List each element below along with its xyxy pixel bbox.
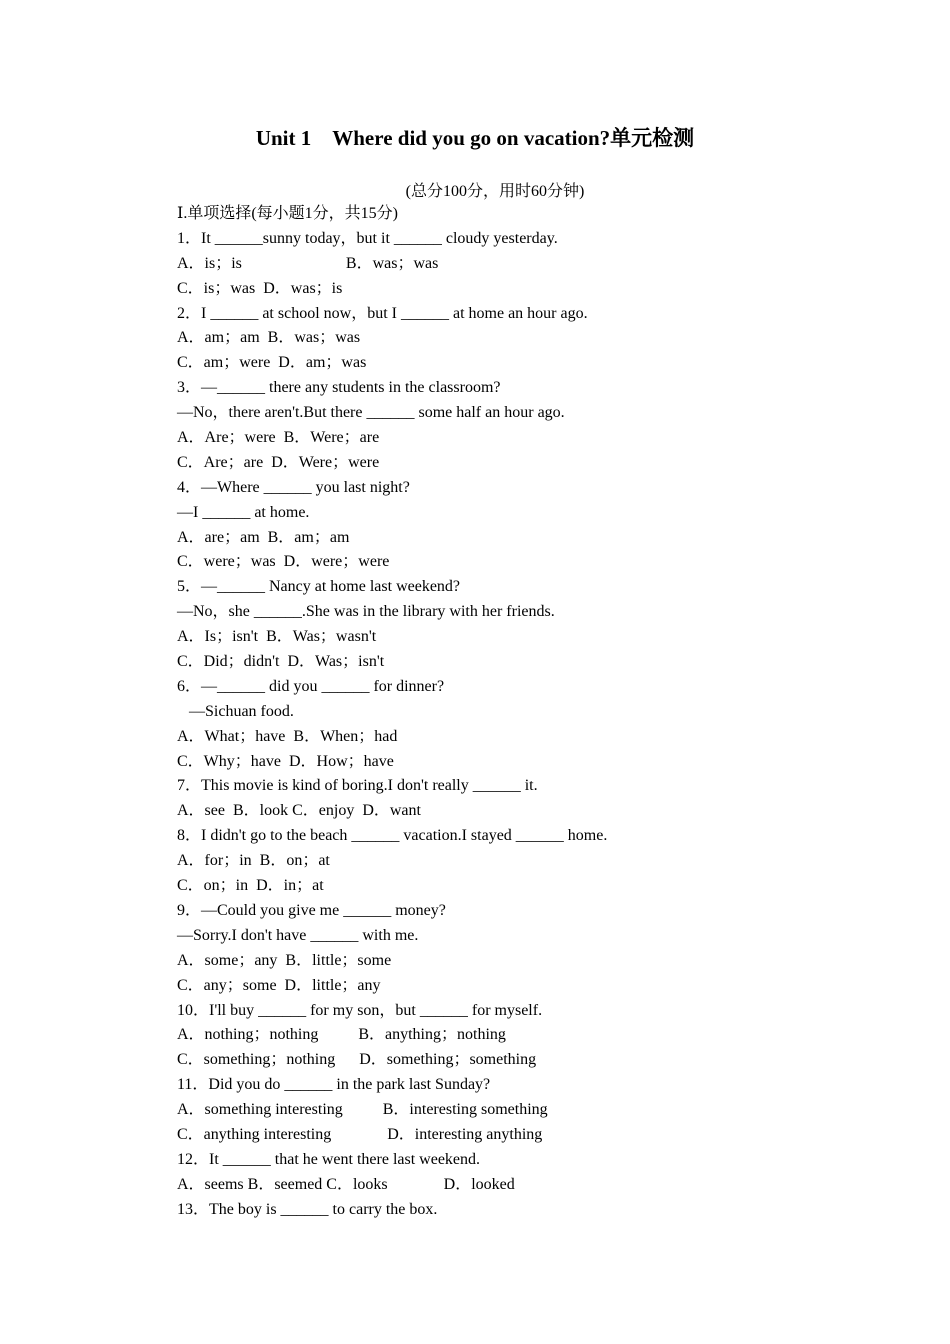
question-line: —I ______ at home. [177, 503, 310, 521]
option-line: C．Are；are D．Were；were [177, 453, 380, 471]
section-heading: Ⅰ.单项选择(每小题1分，共15分) [177, 205, 398, 222]
option-line: A．What；have B．When；had [177, 727, 398, 745]
question-line: —No，there aren't.But there ______ some half an hour ago. [177, 404, 565, 422]
option-line: C．something；nothing D．something；something [177, 1051, 537, 1069]
question-line: 9．—Could you give me ______ money? [177, 901, 446, 919]
option-line: A．Are；were B．Were；are [177, 429, 380, 447]
option-line: A．something interesting B．interesting something [177, 1101, 548, 1119]
option-line: C．on；in D．in；at [177, 877, 324, 895]
option-line: C．am；were D．am；was [177, 354, 367, 372]
question-line: 8．I didn't go to the beach ______ vacation.I stayed ______ home. [177, 827, 608, 845]
question-body [177, 202, 877, 1223]
option-line: C．Did；didn't D．Was；isn't [177, 653, 385, 671]
question-line: 6．—______ did you ______ for dinner? [177, 677, 445, 695]
question-line: 2．I ______ at school now，but I ______ at home an hour ago. [177, 304, 588, 322]
option-line: A．seems B．seemed C．looks D．looked [177, 1175, 515, 1193]
question-line: 11．Did you do ______ in the park last Sunday? [177, 1076, 491, 1094]
question-line: 13．The boy is ______ to carry the box. [177, 1200, 438, 1218]
question-line: 12．It ______ that he went there last weekend. [177, 1150, 481, 1168]
option-line: A．are；am B．am；am [177, 528, 350, 546]
question-line: 3．—______ there any students in the classroom? [177, 379, 501, 397]
option-line: A．Is；isn't B．Was；wasn't [177, 628, 377, 646]
question-line: —Sichuan food. [189, 702, 294, 720]
question-line: 7．This movie is kind of boring.I don't really ______ it. [177, 777, 538, 795]
option-line: A．see B．look C．enjoy D．want [177, 802, 421, 820]
option-line: C．is；was D．was；is [177, 279, 343, 297]
option-line: C．anything interesting D．interesting anything [177, 1125, 543, 1143]
question-line: 4．—Where ______ you last night? [177, 478, 410, 496]
option-line: A．is；is B．was；was [177, 254, 439, 272]
page-title: Unit 1 Where did you go on vacation?单元检测 [255, 126, 695, 150]
question-line: —No，she ______.She was in the library with her friends. [177, 603, 555, 621]
question-line: 1．It ______sunny today，but it ______ cloudy yesterday. [177, 229, 558, 247]
question-line: 5．—______ Nancy at home last weekend? [177, 578, 461, 596]
option-line: A．am；am B．was；was [177, 329, 361, 347]
option-line: A．for；in B．on；at [177, 852, 330, 870]
option-line: A．some；any B．little；some [177, 951, 392, 969]
question-line: 10．I'll buy ______ for my son，but ______ for myself. [177, 1001, 543, 1019]
option-line: C．were；was D．were；were [177, 553, 390, 571]
question-line: —Sorry.I don't have ______ with me. [177, 926, 419, 944]
option-line: C．any；some D．little；any [177, 976, 381, 994]
option-line: C．Why；have D．How；have [177, 752, 394, 770]
option-line: A．nothing；nothing B．anything；nothing [177, 1026, 506, 1044]
score-time-note: (总分100分，用时60分钟) [405, 183, 585, 200]
